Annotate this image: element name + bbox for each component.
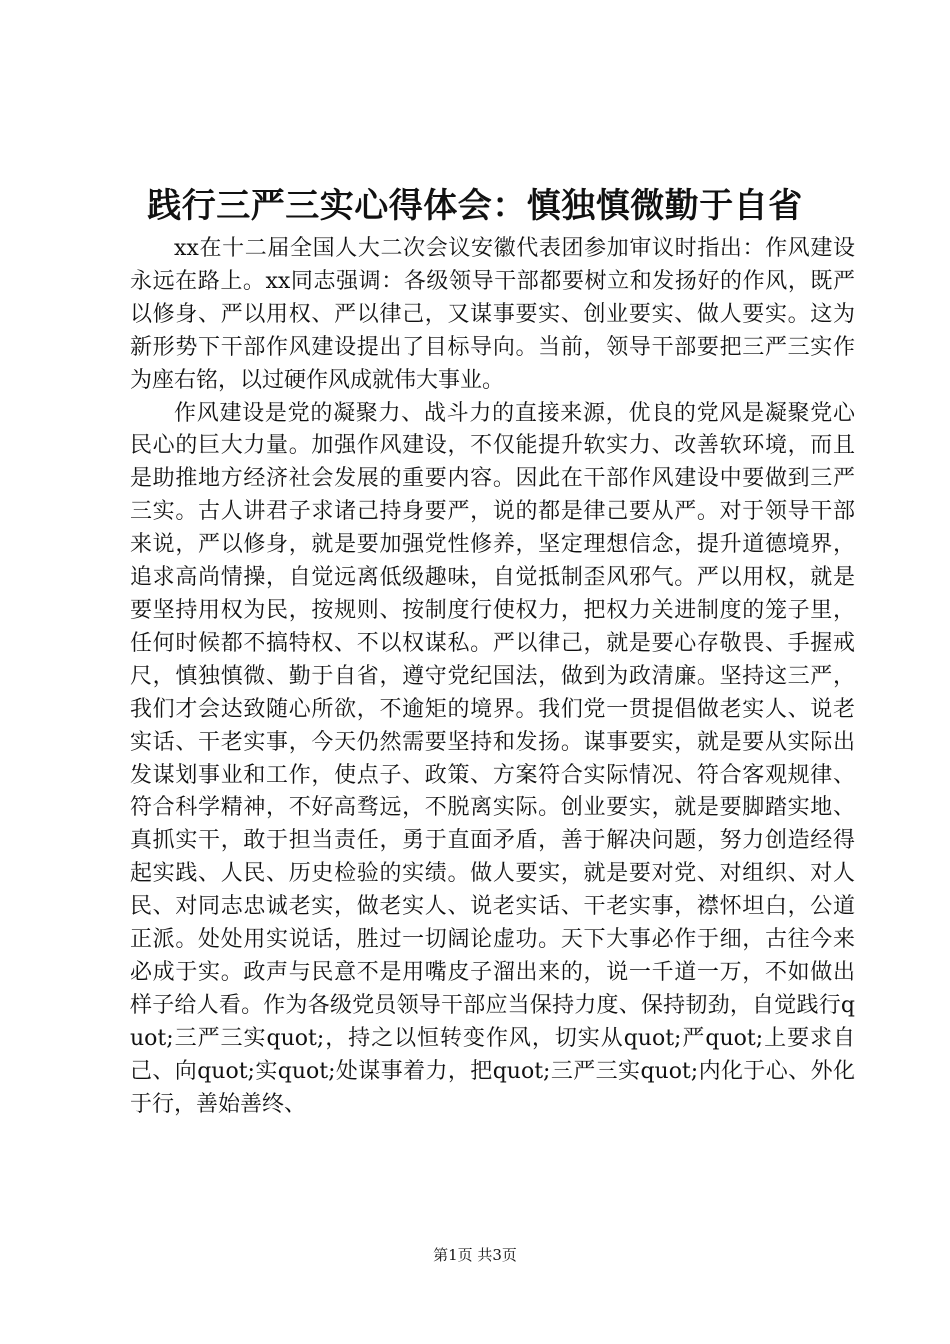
page-number-footer: 第1页 共3页 — [433, 1246, 517, 1264]
document-body — [130, 233, 855, 1121]
body-paragraph: xx在十二届全国人大二次会议安徽代表团参加审议时指出：作风建设永远在路上。xx同志强调：各级领导干部都要树立和发扬好的作风，既严以修身、严以用权、严以律己，又谋事要实、创业要实、做人要实。这为新形势下干部作风建设提出了目标导向。当前，领导干部要把三严三实作为座右铭，以过硬作风成就伟大事业。 — [130, 236, 855, 393]
body-paragraph: 作风建设是党的凝聚力、战斗力的直接来源，优良的党风是凝聚党心民心的巨大力量。加强作风建设，不仅能提升软实力、改善软环境，而且是助推地方经济社会发展的重要内容。因此在干部作风建设中要做到三严三实。古人讲君子求诸己持身要严，说的都是律己要从严。对于领导干部来说，严以修身，就是要加强党性修养，坚定理想信念，提升道德境界，追求高尚情操，自觉远离低级趣味，自觉抵制歪风邪气。严以用权，就是要坚持用权为民，按规则、按制度行使权力，把权力关进制度的笼子里，任何时候都不搞特权、不以权谋私。严以律己，就是要心存敬畏、手握戒尺，慎独慎微、勤于自省，遵守党纪国法，做到为政清廉。坚持这三严，我们才会达致随心所欲，不逾矩的境界。我们党一贯提倡做老实人、说老实话、干老实事，今天仍然需要坚持和发扬。谋事要实，就是要从实际出发谋划事业和工作，使点子、政策、方案符合实际情况、符合客观规律、符合科学精神，不好高骛远，不脱离实际。创业要实，就是要脚踏实地、真抓实干，敢于担当责任，勇于直面矛盾，善于解决问题，努力创造经得起实践、人民、历史检验的实绩。做人要实，就是要对党、对组织、对人民、对同志忠诚老实，做老实人、说老实话、干老实事，襟怀坦白，公道正派。处处用实说话，胜过一切阔论虚功。天下大事必作于细，古往今来必成于实。政声与民意不是用嘴皮子溜出来的，说一千道一万，不如做出样子给人看。作为各级党员领导干部应当保持力度、保持韧劲，自觉践行quot;三严三实quot;，持之以恒转变作风，切实从quot;严quot;上要求自己、向quot;实quot;处谋事着力，把quot;三严三实quot;内化于心、外化于行，善始善终、 — [130, 400, 855, 1117]
document-title: 践行三严三实心得体会：慎独慎微勤于自省 — [147, 186, 803, 226]
